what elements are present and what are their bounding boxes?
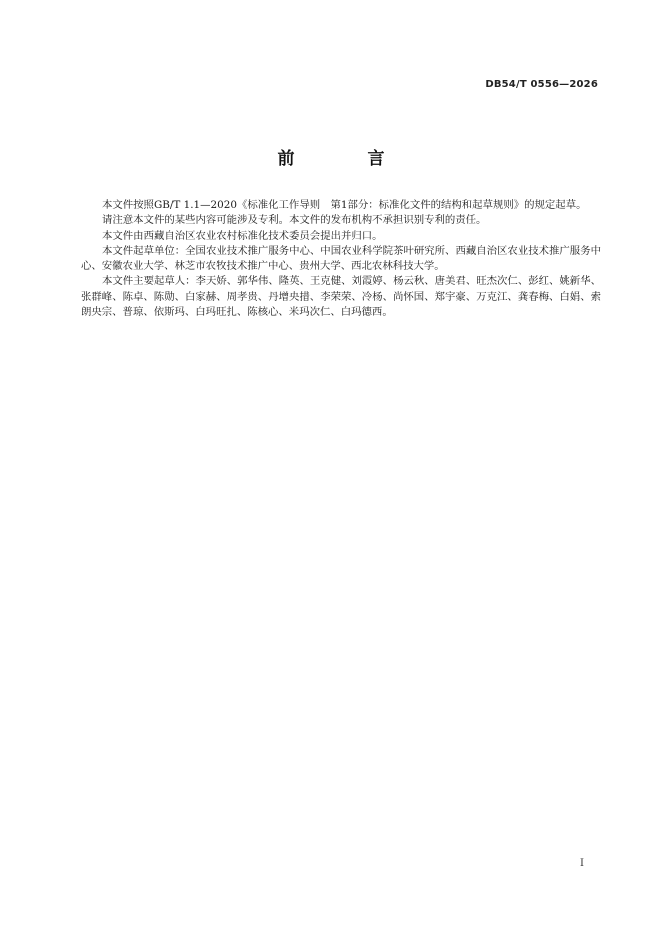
paragraph-drafting-units: 本文件起草单位：全国农业技术推广服务中心、中国农业科学院茶叶研究所、西藏自治区农业技术推广服务中心、安徽农业大学、林芝市农牧技术推广中心、贵州大学、西北农林科技大学。 bbox=[81, 244, 601, 273]
document-code: DB54/T 0556—2026 bbox=[485, 79, 598, 90]
paragraph-drafting-rules: 本文件按照GB/T 1.1—2020《标准化工作导则 第1部分：标准化文件的结构和起草规则》的规定起草。 bbox=[102, 199, 587, 211]
foreword-body bbox=[81, 198, 601, 320]
section-title: 前 言 bbox=[277, 149, 413, 169]
page-number: I bbox=[580, 858, 584, 869]
paragraph-patent-notice: 请注意本文件的某些内容可能涉及专利。本文件的发布机构不承担识别专利的责任。 bbox=[102, 214, 487, 227]
paragraph-proposer: 本文件由西藏自治区农业农村标准化技术委员会提出并归口。 bbox=[102, 229, 383, 242]
paragraph-main-drafters: 本文件主要起草人：李天娇、郭华伟、隆英、王克健、刘霞婷、杨云秋、唐美君、旺杰次仁、彭红、姚新华、张群峰、陈卓、陈勋、白家赫、周孝贵、丹增央措、李荣荣、冷杨、尚怀国、郑宇豪、万克江、龚春梅、白娟、索朗央宗、普琼、依斯玛、白玛旺扎、陈核心、米玛次仁、白玛德西。 bbox=[81, 275, 601, 319]
